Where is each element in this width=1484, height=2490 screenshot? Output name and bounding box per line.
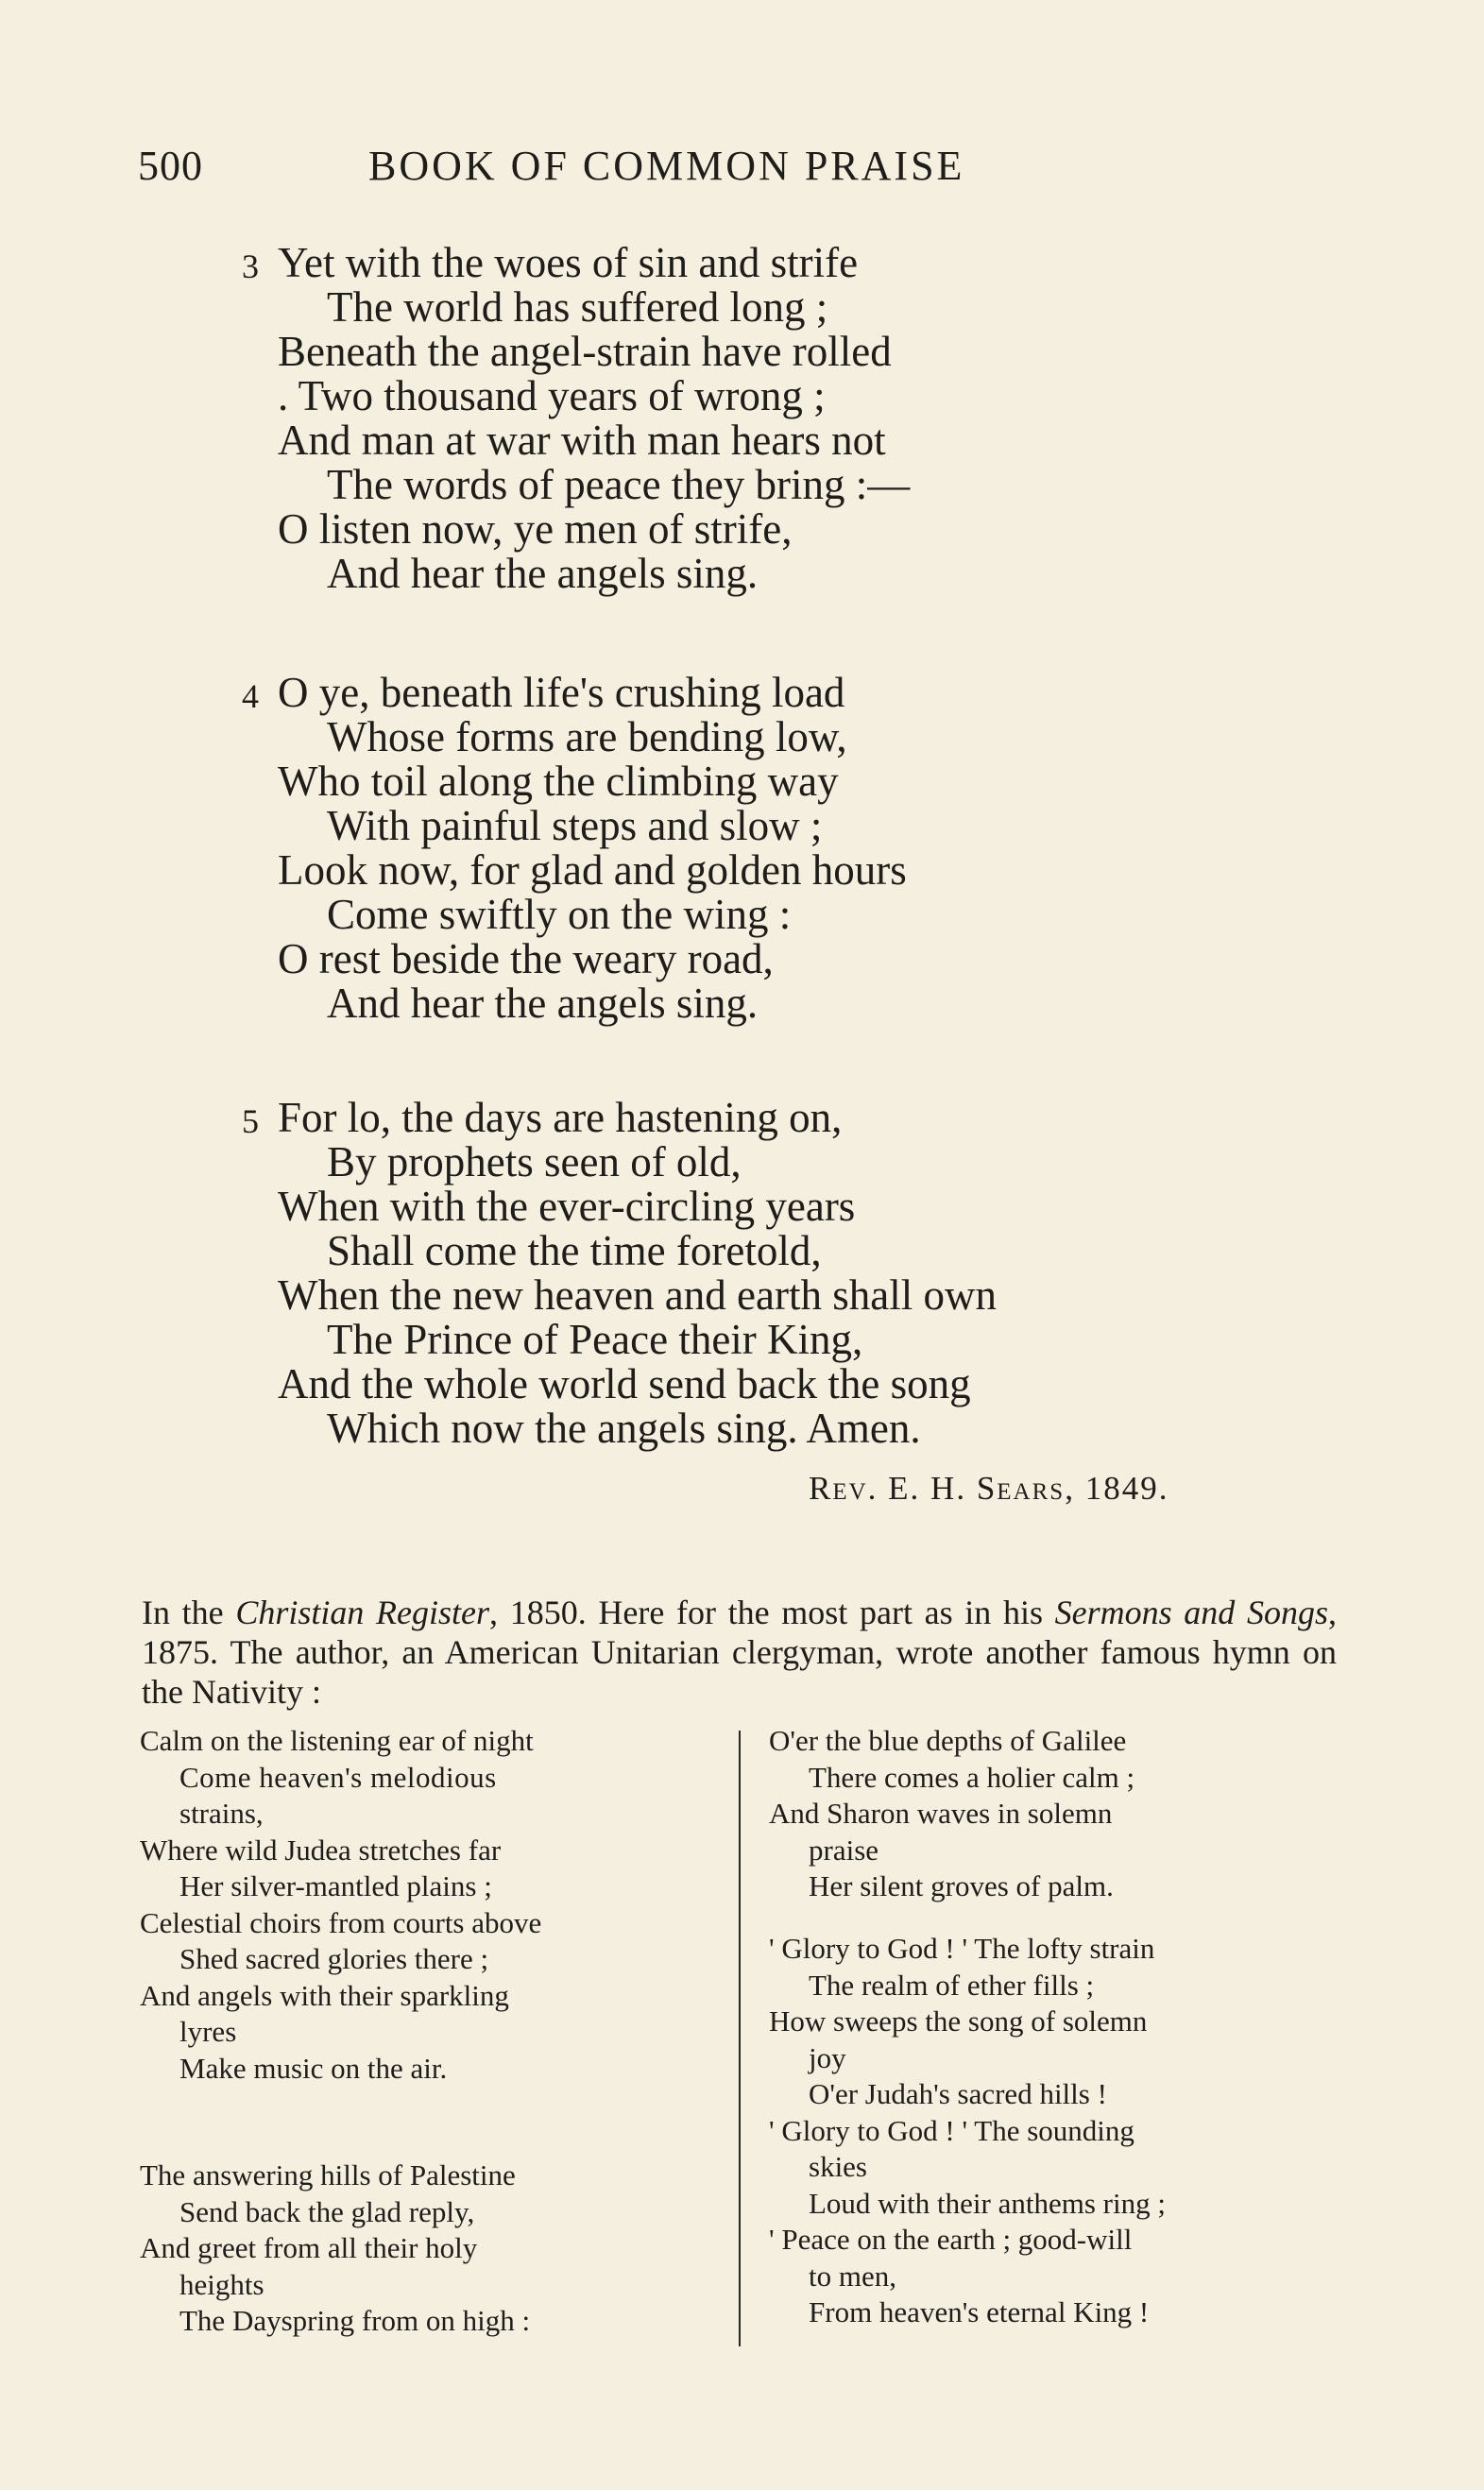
column-line: From heaven's eternal King ! <box>809 2295 1150 2328</box>
column-line: Shed sacred glories there ; <box>179 1942 489 1975</box>
intro-note <box>142 1593 1337 1712</box>
page-header <box>138 142 1130 198</box>
intro-text: , 1875. The author, an American Unitarian clergyman, wrote another famous hymn on the Nativity : <box>142 1594 1337 1711</box>
verse-line: Whose forms are bending low, <box>327 713 847 760</box>
column-line: ' Glory to God ! ' The sounding <box>769 2113 1134 2147</box>
column-line: lyres <box>179 2015 237 2048</box>
intro-text: In the <box>142 1594 236 1631</box>
column-line: praise <box>809 1833 879 1867</box>
column-line: joy <box>809 2040 846 2074</box>
verse-line: The world has suffered long ; <box>327 283 828 331</box>
column-line: How sweeps the song of solemn <box>769 2004 1148 2038</box>
column-line: ' Glory to God ! ' The lofty strain <box>769 1932 1155 1965</box>
verse-line: O listen now, ye men of strife, <box>278 505 793 553</box>
verse-line: Come swiftly on the wing : <box>327 891 792 938</box>
stanza-number: 5 <box>242 1102 259 1140</box>
column-line: Her silent groves of palm. <box>809 1869 1114 1902</box>
column-line: Her silver-mantled plains ; <box>179 1869 492 1902</box>
column-line: Loud with their anthems ring ; <box>809 2186 1166 2220</box>
verse-line: Which now the angels sing. Amen. <box>327 1405 921 1452</box>
verse-line: By prophets seen of old, <box>327 1138 742 1185</box>
column-line: And angels with their sparkling <box>140 1978 509 2012</box>
intro-text: , 1850. Here for the most part as in his <box>489 1594 1055 1631</box>
column-line: The answering hills of Palestine <box>140 2158 516 2192</box>
column-line: Come heaven's melodious <box>179 1760 497 1794</box>
column-line: O'er the blue depths of Galilee <box>769 1724 1127 1757</box>
verse-line: With painful steps and slow ; <box>327 802 823 849</box>
verse-line: And hear the angels sing. <box>327 980 759 1027</box>
column-line: Calm on the listening ear of night <box>140 1724 534 1757</box>
stanza-number: 4 <box>242 677 259 715</box>
verse-line: O rest beside the weary road, <box>278 935 774 982</box>
column-line: Celestial choirs from courts above <box>140 1905 542 1939</box>
column-line: The Dayspring from on high : <box>179 2304 531 2337</box>
column-line: There comes a holier calm ; <box>809 1760 1135 1794</box>
verse-line: Beneath the angel-strain have rolled <box>278 328 892 375</box>
column-line: Send back the glad reply, <box>179 2194 475 2228</box>
verse-line: And hear the angels sing. <box>327 550 759 597</box>
intro-title-italic: Christian Register <box>235 1594 490 1631</box>
column-divider <box>739 1731 741 2346</box>
verse-line: And man at war with man hears not <box>278 417 886 464</box>
column-line: strains, <box>179 1797 264 1830</box>
column-line: The realm of ether fills ; <box>809 1968 1095 2002</box>
running-title: BOOK OF COMMON PRAISE <box>368 143 965 189</box>
verse-line: Who toil along the climbing way <box>278 758 839 805</box>
verse-line: The Prince of Peace their King, <box>327 1316 863 1363</box>
column-line: skies <box>809 2150 867 2183</box>
column-line: ' Peace on the earth ; good-will <box>769 2223 1133 2256</box>
verse-line: Shall come the time foretold, <box>327 1227 822 1274</box>
column-line: Make music on the air. <box>179 2051 448 2085</box>
verse-line: And the whole world send back the song <box>278 1360 971 1407</box>
column-line: to men, <box>809 2259 896 2293</box>
page-number: 500 <box>138 143 203 189</box>
column-line: heights <box>179 2267 264 2301</box>
verse-line: For lo, the days are hastening on, <box>278 1094 843 1141</box>
column-line: And Sharon waves in solemn <box>769 1797 1113 1830</box>
verse-line: Look now, for glad and golden hours <box>278 846 907 894</box>
column-line: And greet from all their holy <box>140 2231 478 2264</box>
intro-title-italic: Sermons and Songs <box>1054 1594 1328 1631</box>
verse-line: When with the ever-circling years <box>278 1183 856 1230</box>
hymn-attribution: Rev. E. H. Sears, 1849. <box>809 1470 1169 1507</box>
column-line: Where wild Judea stretches far <box>140 1833 502 1867</box>
verse-line: O ye, beneath life's crushing load <box>278 669 845 716</box>
verse-line: When the new heaven and earth shall own <box>278 1271 997 1319</box>
verse-line: The words of peace they bring :— <box>327 461 911 508</box>
verse-line: Yet with the woes of sin and strife <box>278 239 859 286</box>
verse-line: . Two thousand years of wrong ; <box>278 372 826 419</box>
stanza-number: 3 <box>242 247 259 285</box>
column-line: O'er Judah's sacred hills ! <box>809 2077 1107 2110</box>
